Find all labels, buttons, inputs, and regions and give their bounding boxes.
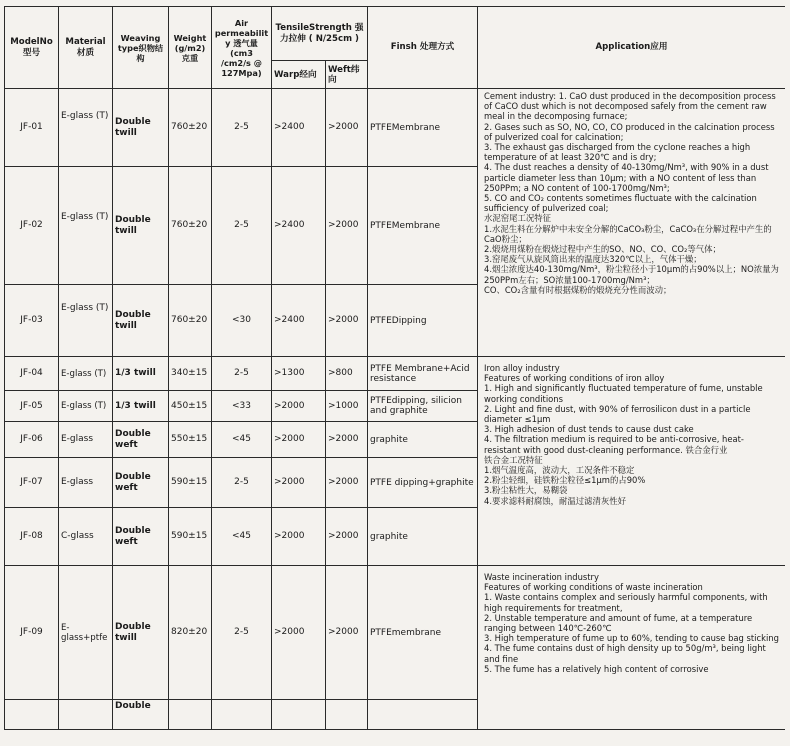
cell-finish: PTFE Membrane+Acid resistance	[368, 357, 478, 391]
cell-weight: 340±15	[169, 357, 212, 391]
cell-model: JF-09	[5, 566, 59, 700]
app-line: 水泥窑尾工况特征	[484, 213, 551, 224]
cell-model: JF-07	[5, 458, 59, 508]
spec-table	[4, 6, 785, 730]
cell-finish: PTFEmembrane	[368, 566, 478, 700]
cell-weaving: Double twill	[113, 167, 169, 285]
app-line: 4.烟尘浓度达40-130mg/Nm³，粉尘粒径小于10μm的占90%以上；NO浓量为250PPm左右；SO浓量100-1700mg/Nm³；	[484, 264, 779, 285]
cell-weft: >2000	[326, 167, 368, 285]
cell-weaving: Double weft	[113, 508, 169, 566]
header-material: Material 材质	[59, 7, 113, 89]
app-line: 1. Waste contains complex and seriously harmful components, with high requirements for treatment,	[484, 592, 768, 613]
cell-model: JF-08	[5, 508, 59, 566]
cell-air: <30	[212, 285, 272, 357]
cell-air: <45	[212, 422, 272, 458]
app-line: 1.水泥生料在分解炉中未安全分解的CaCO₃粉尘，CaCO₃在分解过程中产生的CaO粉尘；	[484, 223, 772, 244]
cell-air: <33	[212, 391, 272, 422]
cell-air: 2-5	[212, 167, 272, 285]
cell-weft: >2000	[326, 566, 368, 700]
app-line: 4.要求滤料耐腐蚀，耐温过滤清灰性好	[484, 495, 626, 506]
cell-model: JF-06	[5, 422, 59, 458]
cell-finish: PTFEMembrane	[368, 167, 478, 285]
cell-material: E-glass	[59, 422, 113, 458]
cell-air: 2-5	[212, 357, 272, 391]
cell-material: E-glass (T)	[59, 357, 113, 391]
cell-finish: PTFEMembrane	[368, 89, 478, 167]
cell-weight: 760±20	[169, 285, 212, 357]
cell-weight: 590±15	[169, 458, 212, 508]
app-line: 3. High temperature of fume up to 60%, tending to cause bag sticking	[484, 633, 779, 644]
app-line: Cement industry: 1. CaO dust produced in the decomposition process of CaCO dust which is not decomposed safely from the cement raw meal in the decomposing furnace;	[484, 91, 776, 122]
cell-finish: PTFEdipping, silicion and graphite	[368, 391, 478, 422]
app-line: Waste incineration industry	[484, 572, 599, 582]
cell-weft: >800	[326, 357, 368, 391]
header-tensile: TensileStrength 强力拉伸 ( N/25cm )	[272, 7, 368, 61]
app-line: 5. The fume has a relatively high content of corrosive	[484, 663, 709, 674]
app-line: Features of working conditions of iron alloy	[484, 373, 665, 384]
cell-finish: graphite	[368, 422, 478, 458]
cell-finish	[368, 700, 478, 730]
cell-weft	[326, 700, 368, 730]
cell-warp: >2000	[272, 566, 326, 700]
app-line: 铁合金工况特征	[484, 454, 543, 465]
app-line: 5. CO and CO₂ contents sometimes fluctuate with the calcination sufficiency of pulverized coal;	[484, 193, 757, 214]
header-model: ModelNo 型号	[5, 7, 59, 89]
cell-model: JF-02	[5, 167, 59, 285]
cell-weft: >2000	[326, 89, 368, 167]
cell-material: E-glass+ptfe	[59, 566, 113, 700]
cell-weight	[169, 700, 212, 730]
header-application: Application应用	[478, 7, 786, 89]
cell-weaving: Double	[113, 700, 169, 730]
spec-sheet	[4, 6, 785, 746]
app-line: 4. The filtration medium is required to be anti-corrosive, heat-resistant with good dust-cleaning performance. 铁合金行业	[484, 434, 744, 455]
application-cement	[478, 89, 786, 357]
cell-material: E-glass	[59, 458, 113, 508]
cell-air: <45	[212, 508, 272, 566]
cell-air	[212, 700, 272, 730]
app-line: Iron alloy industry	[484, 363, 560, 373]
app-line: 3. The exhaust gas discharged from the cyclone reaches a high temperature of at least 320℃ and is dry;	[484, 142, 751, 163]
application-iron	[478, 357, 786, 566]
app-line: 2. Unstable temperature and amount of fume, at a temperature ranging between 140℃-260℃	[484, 612, 753, 634]
cell-weaving: 1/3 twill	[113, 357, 169, 391]
cell-warp: >2400	[272, 285, 326, 357]
cell-warp: >2400	[272, 89, 326, 167]
cell-weaving: Double twill	[113, 566, 169, 700]
cell-model	[5, 700, 59, 730]
app-line: 1.烟气温度高，波动大，工况条件不稳定	[484, 465, 635, 476]
header-row	[5, 7, 786, 61]
header-air-permeability: Air permeability 透气量 (cm3 /cm2/s @ 127Mpa)	[212, 7, 272, 89]
cell-material: E-glass (T)	[59, 285, 113, 357]
header-weaving: Weaving type织物结构	[113, 7, 169, 89]
header-weft: Weft纬向	[326, 61, 368, 89]
cell-weight: 760±20	[169, 167, 212, 285]
cell-material	[59, 700, 113, 730]
app-line: 2.粉尘轻细，硅铁粉尘粒径≤1μm的占90%	[484, 475, 646, 486]
cell-warp: >1300	[272, 357, 326, 391]
app-line: 4. The fume contains dust of high density up to 50g/m³, being light and fine	[484, 643, 766, 664]
application-waste	[478, 566, 786, 730]
cell-model: JF-05	[5, 391, 59, 422]
cell-weft: >2000	[326, 422, 368, 458]
table-row	[5, 566, 786, 700]
app-line: 4. The dust reaches a density of 40-130mg/Nm³, with 90% in a dust particle diameter less than 10μm; with a NO content of less than 250PPm; a NO content of 100-1700mg/Nm³;	[484, 162, 769, 193]
app-line: 1. High and significantly fluctuated temperature of fume, unstable working conditions	[484, 383, 763, 404]
cell-weaving: 1/3 twill	[113, 391, 169, 422]
cell-weaving: Double twill	[113, 89, 169, 167]
cell-weight: 590±15	[169, 508, 212, 566]
cell-material: C-glass	[59, 508, 113, 566]
cell-weaving: Double weft	[113, 458, 169, 508]
cell-weight: 550±15	[169, 422, 212, 458]
cell-weaving: Double weft	[113, 422, 169, 458]
cell-air: 2-5	[212, 458, 272, 508]
cell-weft: >2000	[326, 285, 368, 357]
header-finish: Finsh 处理方式	[368, 7, 478, 89]
app-line: 3.粉尘粘性大，易糊袋	[484, 485, 568, 496]
cell-weft: >2000	[326, 458, 368, 508]
cell-finish: PTFE dipping+graphite	[368, 458, 478, 508]
cell-model: JF-04	[5, 357, 59, 391]
cell-warp: >2000	[272, 422, 326, 458]
app-line: 2.煅烧用煤粉在煅烧过程中产生的SO、NO、CO、CO₂等气体；	[484, 244, 721, 255]
app-line: 3.窑尾废气从旋风筒出来的温度达320℃以上，气体干燥；	[484, 254, 702, 265]
cell-warp: >2000	[272, 508, 326, 566]
cell-material: E-glass (T)	[59, 167, 113, 285]
table-row	[5, 357, 786, 391]
cell-warp: >2400	[272, 167, 326, 285]
app-line: Features of working conditions of waste incineration	[484, 582, 703, 593]
cell-air: 2-5	[212, 89, 272, 167]
cell-warp: >2000	[272, 391, 326, 422]
header-weight: Weight (g/m2) 克重	[169, 7, 212, 89]
app-line: CO、CO₂含量有时根据煤粉的煅烧充分性而波动；	[484, 284, 672, 295]
cell-weight: 820±20	[169, 566, 212, 700]
cell-material: E-glass (T)	[59, 89, 113, 167]
cell-warp: >2000	[272, 458, 326, 508]
app-line: 3. High adhesion of dust tends to cause dust cake	[484, 424, 694, 435]
cell-weaving: Double twill	[113, 285, 169, 357]
cell-material: E-glass (T)	[59, 391, 113, 422]
app-line: 2. Light and fine dust, with 90% of ferrosilicon dust in a particle diameter ≤1μm	[484, 403, 751, 425]
cell-weft: >2000	[326, 508, 368, 566]
cell-air: 2-5	[212, 566, 272, 700]
cell-weft: >1000	[326, 391, 368, 422]
header-warp: Warp经向	[272, 61, 326, 89]
cell-model: JF-01	[5, 89, 59, 167]
cell-finish: graphite	[368, 508, 478, 566]
table-row	[5, 89, 786, 167]
cell-warp	[272, 700, 326, 730]
cell-weight: 450±15	[169, 391, 212, 422]
cell-weight: 760±20	[169, 89, 212, 167]
app-line: 2. Gases such as SO, NO, CO, CO produced in the calcination process of pulverized coal for calcination;	[484, 121, 775, 142]
cell-finish: PTFEDipping	[368, 285, 478, 357]
cell-model: JF-03	[5, 285, 59, 357]
